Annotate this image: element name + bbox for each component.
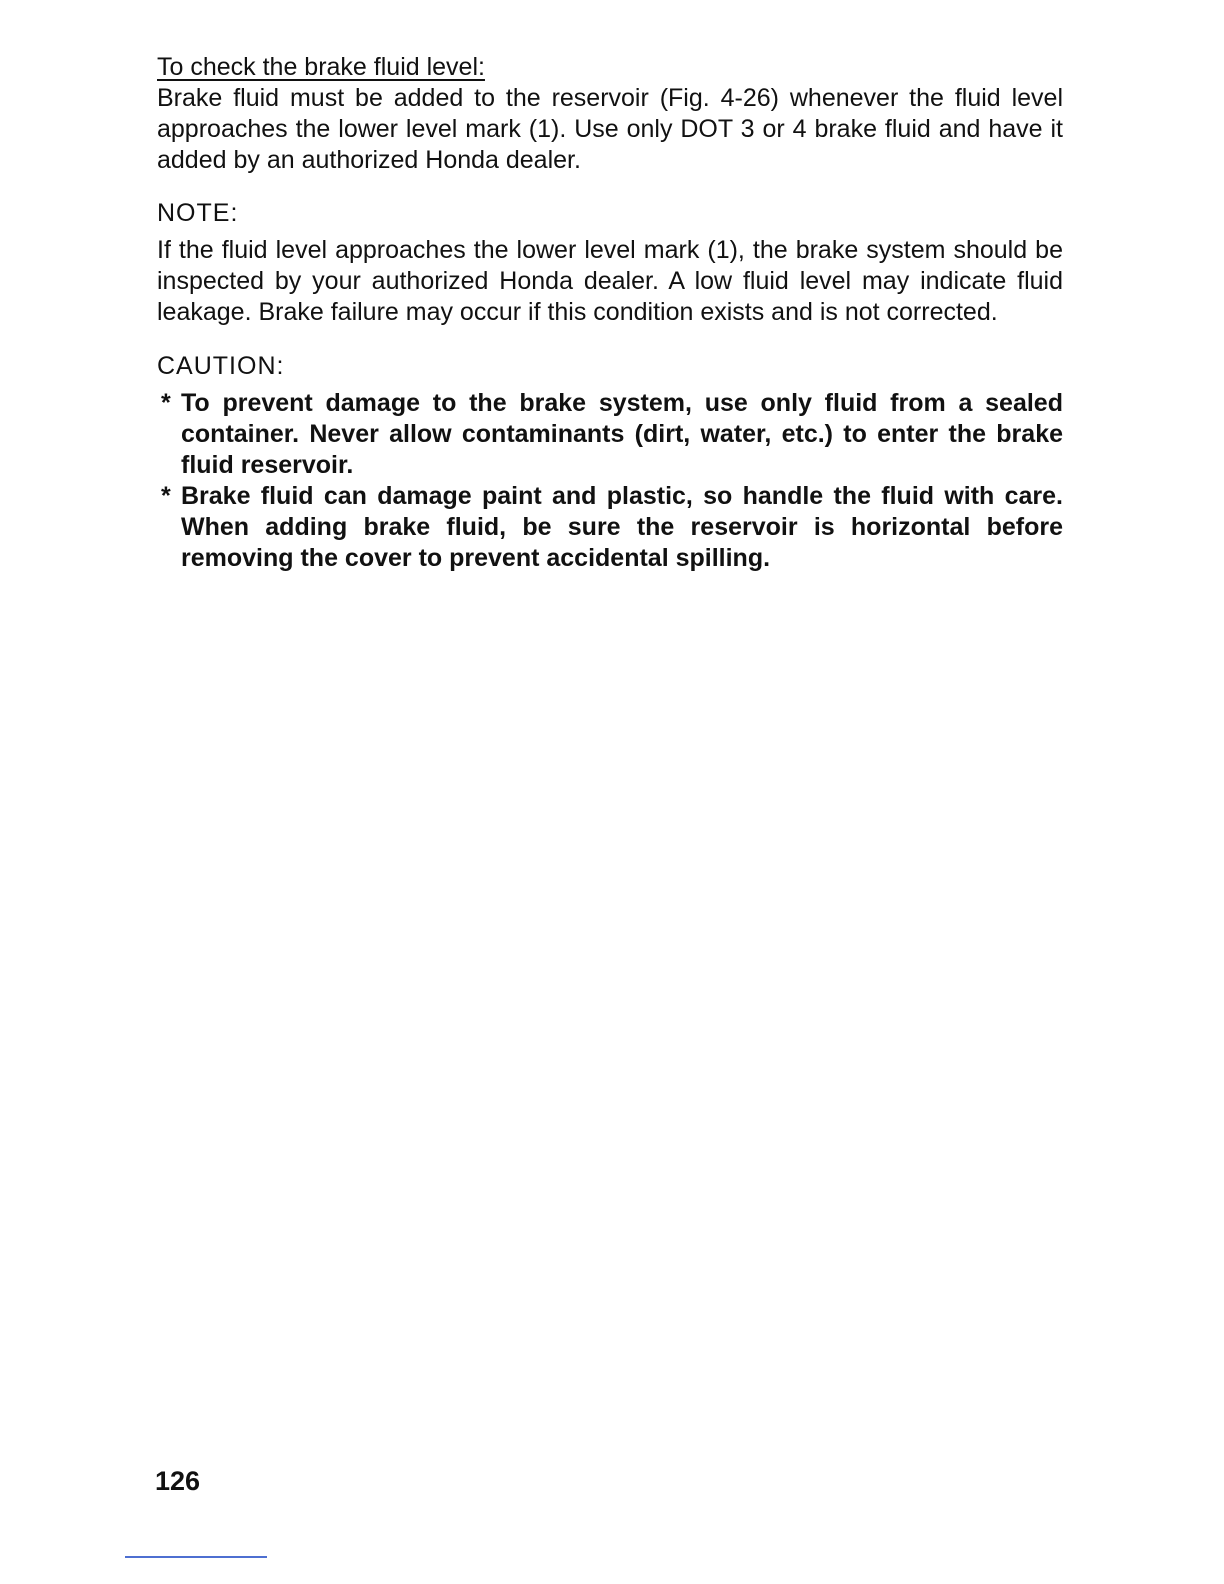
asterisk-bullet-icon: *	[161, 482, 171, 510]
caution-item-text: Brake fluid can damage paint and plastic, so handle the fluid with care. When adding brake fluid, be sure the reservoir is horizontal before removing the cover to prevent accidental spilling.	[181, 482, 1063, 572]
asterisk-bullet-icon: *	[161, 389, 171, 417]
page-number: 126	[155, 1466, 201, 1496]
caution-item-text: To prevent damage to the brake system, use only fluid from a sealed container. Never allow contaminants (dirt, water, etc.) to enter the brake fluid reservoir.	[181, 389, 1063, 479]
caution-list	[157, 388, 1063, 574]
section-heading: To check the brake fluid level:	[157, 53, 485, 81]
caution-item	[157, 388, 1063, 481]
intro-paragraph: Brake fluid must be added to the reservoir (Fig. 4-26) whenever the fluid level approaches the lower level mark (1). Use only DOT 3 or 4 brake fluid and have it added by an authorized Honda dealer.	[157, 84, 1063, 174]
note-text: If the fluid level approaches the lower level mark (1), the brake system should be inspected by your authorized Honda dealer. A low fluid level may indicate fluid leakage. Brake failure may occur if this condition exists and is not corrected.	[157, 236, 1063, 326]
note-label: NOTE:	[157, 199, 239, 227]
caution-item	[157, 481, 1063, 574]
page-content	[157, 52, 1063, 574]
caution-label: CAUTION:	[157, 352, 285, 380]
bottom-rule	[125, 1556, 267, 1558]
